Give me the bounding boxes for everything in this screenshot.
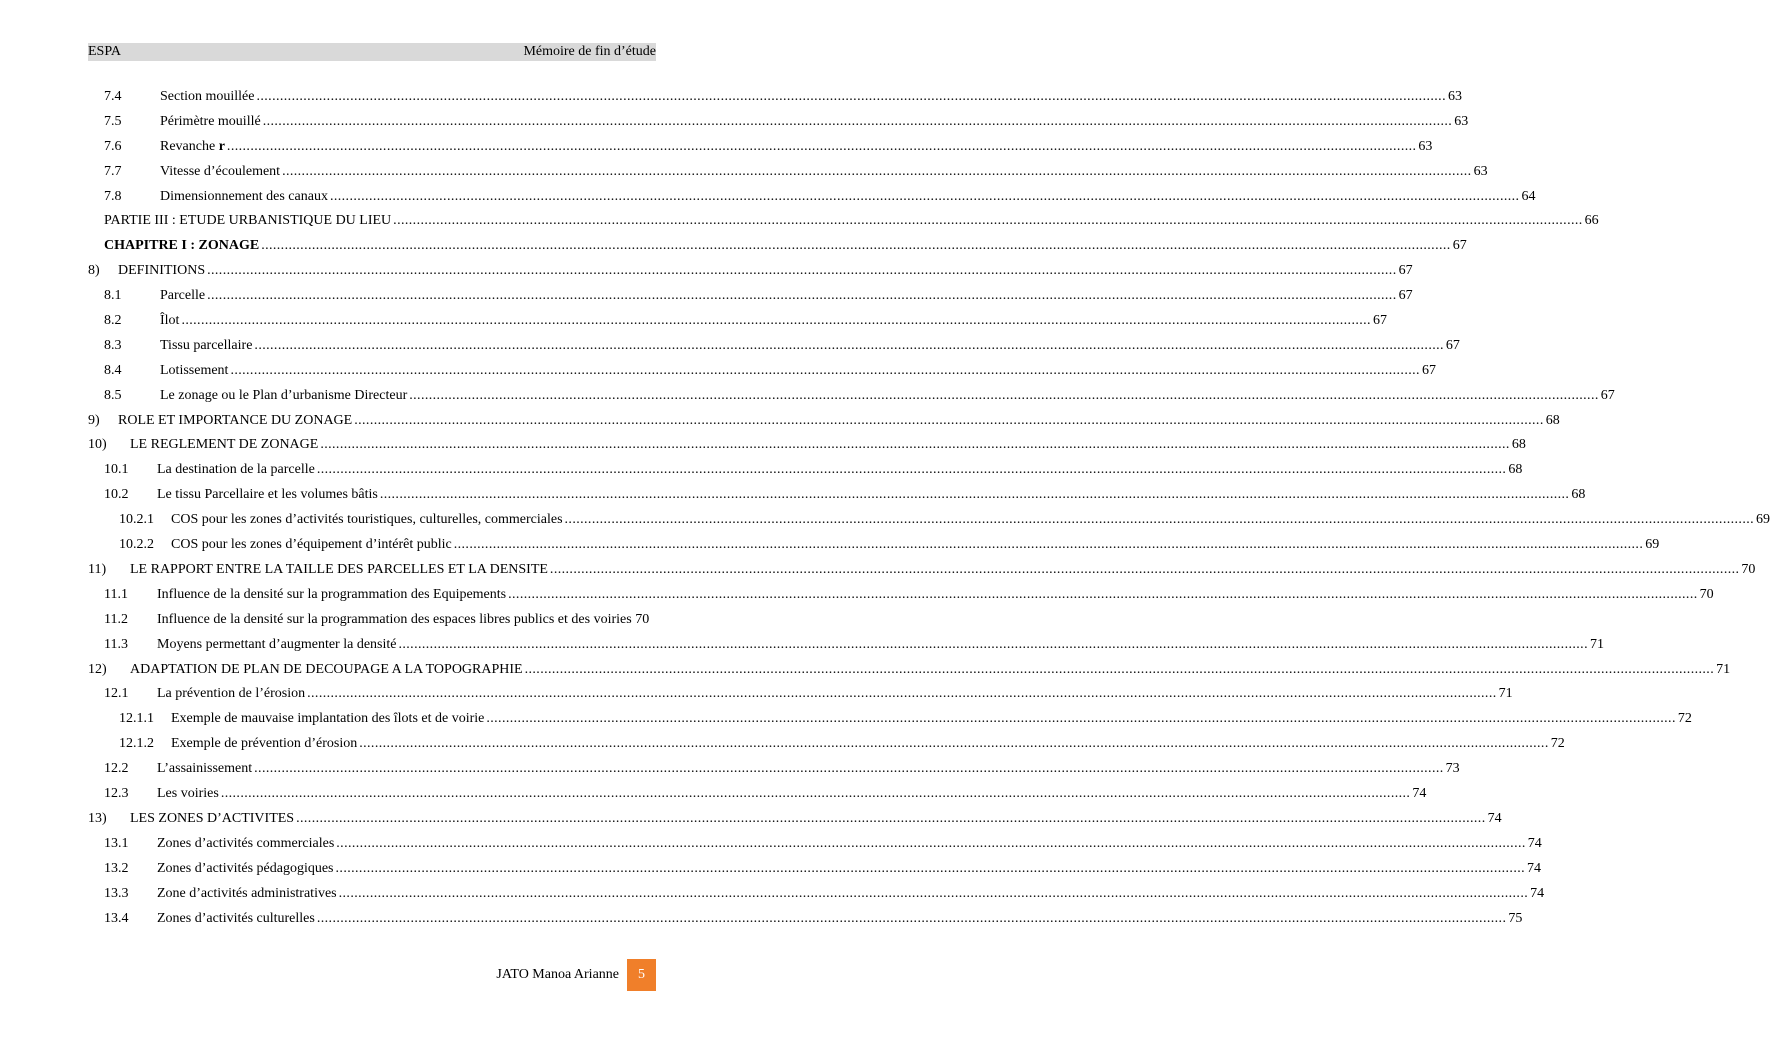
toc-number: 10.2.2 [119, 537, 154, 553]
toc-number: 7.8 [104, 188, 122, 204]
toc-leader [330, 185, 1520, 210]
toc-entry[interactable] [88, 409, 1560, 434]
toc-entry[interactable] [88, 882, 1545, 907]
toc-leader [227, 135, 1417, 160]
toc-entry-chapter[interactable] [88, 234, 1467, 259]
toc-title: Périmètre mouillé [160, 113, 261, 129]
toc-title: Le zonage ou le Plan d’urbanisme Directeur [160, 387, 408, 403]
toc-page: 68 [1545, 412, 1560, 428]
toc-title [160, 135, 225, 160]
toc-page: 64 [1521, 188, 1536, 204]
toc-number: 8) [88, 263, 100, 279]
toc-number: 11.2 [104, 611, 128, 627]
toc-leader [525, 658, 1715, 683]
toc-page: 74 [1487, 810, 1502, 826]
toc-page: 63 [1447, 89, 1462, 104]
toc-page: 68 [1571, 487, 1586, 503]
toc-page: 68 [1508, 462, 1523, 478]
toc-page: 74 [1527, 835, 1542, 851]
toc-leader [336, 857, 1526, 882]
toc-page: 72 [1550, 736, 1565, 752]
toc-title: Section mouillée [160, 89, 255, 104]
toc-page: 70 [1699, 586, 1714, 602]
toc-entry-wrapped[interactable] [88, 608, 656, 633]
toc-page: 67 [1421, 362, 1436, 378]
toc-number: 8.3 [104, 337, 122, 353]
toc-page: 72 [1677, 711, 1692, 727]
toc-number: 7.4 [104, 89, 122, 104]
toc-leader [307, 682, 1497, 707]
toc-entry[interactable] [88, 259, 1413, 284]
toc-entry[interactable] [88, 633, 1604, 658]
toc-page: 68 [1511, 437, 1526, 453]
table-of-contents [88, 85, 1770, 931]
toc-page: 75 [1508, 910, 1523, 926]
toc-entry[interactable] [88, 732, 1565, 757]
toc-leader [254, 334, 1444, 359]
toc-entry[interactable] [88, 807, 1502, 832]
toc-leader [282, 160, 1472, 185]
toc-leader [254, 757, 1444, 782]
toc-title: COS pour les zones d’activités touristiques, culturelles, commerciales [171, 512, 563, 528]
toc-number: 11) [88, 561, 107, 577]
toc-entry[interactable] [88, 658, 1731, 683]
toc-title: Tissu parcellaire [160, 337, 253, 353]
toc-number: 11.3 [104, 636, 128, 652]
toc-page: 74 [1530, 885, 1545, 901]
toc-number: 9) [88, 412, 100, 428]
toc-page: 69 [1645, 537, 1660, 553]
toc-number: 13.2 [104, 860, 129, 876]
toc-title: LES ZONES D’ACTIVITES [130, 810, 295, 826]
toc-leader [296, 807, 1486, 832]
toc-leader [207, 284, 1397, 309]
toc-title: La prévention de l’érosion [157, 686, 306, 702]
toc-entry[interactable] [88, 782, 1427, 807]
toc-entry[interactable] [88, 483, 1586, 508]
toc-title: PARTIE III : ETUDE URBANISTIQUE DU LIEU [104, 213, 392, 229]
toc-title: Influence de la densité sur la programmation des Equipements [157, 586, 507, 602]
toc-number: 12.1 [104, 686, 129, 702]
toc-title: Zones d’activités commerciales [157, 835, 335, 851]
toc-number: 10.1 [104, 462, 129, 478]
toc-entry[interactable] [88, 160, 1488, 185]
toc-leader [261, 234, 1451, 259]
toc-entry[interactable] [88, 533, 1660, 558]
toc-page: 63 [1418, 138, 1433, 154]
toc-title: Le tissu Parcellaire et les volumes bâtis [157, 487, 378, 503]
toc-entry[interactable] [88, 359, 1436, 384]
toc-number: 12.2 [104, 761, 129, 777]
page-header [88, 43, 656, 61]
toc-number: 8.4 [104, 362, 122, 378]
toc-entry[interactable] [88, 85, 1462, 110]
toc-title: La destination de la parcelle [157, 462, 315, 478]
toc-entry[interactable] [88, 832, 1542, 857]
toc-title: Zone d’activités administratives [157, 885, 337, 901]
toc-entry[interactable] [88, 185, 1536, 210]
toc-page: 71 [1498, 686, 1513, 702]
toc-title: Lotissement [160, 362, 229, 378]
toc-title: Exemple de prévention d’érosion [171, 736, 358, 752]
toc-number: 7.7 [104, 163, 122, 179]
toc-title: Exemple de mauvaise implantation des îlots et de voirie [171, 711, 485, 727]
toc-entry[interactable] [88, 135, 1433, 160]
toc-leader [339, 882, 1529, 907]
toc-title: CHAPITRE I : ZONAGE [104, 238, 260, 254]
page-footer [496, 959, 656, 991]
toc-page: 67 [1372, 313, 1387, 329]
toc-leader [230, 359, 1420, 384]
toc-title: Vitesse d’écoulement [160, 163, 281, 179]
toc-entry[interactable] [88, 309, 1387, 334]
footer-author: JATO Manoa Arianne [496, 967, 619, 982]
toc-leader [486, 707, 1676, 732]
header-document-title: Mémoire de fin d’étude [523, 44, 656, 59]
toc-page: 67 [1452, 238, 1467, 254]
toc-leader [263, 110, 1453, 135]
toc-number: 8.5 [104, 387, 122, 403]
toc-leader [336, 832, 1526, 857]
toc-number: 12.1.2 [119, 736, 154, 752]
toc-number: 11.1 [104, 586, 128, 602]
toc-title: Les voiries [157, 786, 219, 802]
toc-title: ADAPTATION DE PLAN DE DECOUPAGE A LA TOPOGRAPHIE [130, 661, 523, 677]
toc-leader [380, 483, 1570, 508]
toc-leader [221, 782, 1411, 807]
toc-entry[interactable] [88, 707, 1692, 732]
toc-entry[interactable] [88, 334, 1460, 359]
toc-page: 70 [1741, 561, 1756, 577]
toc-title: Zones d’activités culturelles [157, 910, 315, 926]
toc-number: 12.3 [104, 786, 129, 802]
toc-number: 10.2.1 [119, 512, 154, 528]
toc-title: LE RAPPORT ENTRE LA TAILLE DES PARCELLES ET LA DENSITE [130, 561, 548, 577]
toc-entry[interactable] [88, 110, 1469, 135]
toc-leader [256, 85, 1446, 110]
toc-title: LE REGLEMENT DE ZONAGE [130, 437, 319, 453]
toc-number: 7.6 [104, 138, 122, 154]
toc-leader [565, 508, 1755, 533]
toc-title: Moyens permettant d’augmenter la densité [157, 636, 397, 652]
toc-leader [393, 209, 1583, 234]
toc-number: 10) [88, 437, 107, 453]
toc-number: 10.2 [104, 487, 129, 503]
toc-page: 70 [635, 611, 650, 627]
toc-entry[interactable] [88, 458, 1523, 483]
toc-leader [398, 633, 1588, 658]
toc-entry[interactable] [88, 583, 1714, 608]
toc-title: ROLE ET IMPORTANCE DU ZONAGE [118, 412, 353, 428]
toc-entry[interactable] [88, 857, 1542, 882]
toc-page: 69 [1756, 512, 1770, 528]
toc-page: 67 [1398, 288, 1413, 304]
toc-leader [409, 384, 1599, 409]
page-number-badge: 5 [627, 959, 656, 991]
toc-number: 13.1 [104, 835, 129, 851]
toc-title: Dimensionnement des canaux [160, 188, 328, 204]
toc-number: 13.4 [104, 910, 129, 926]
toc-number: 13) [88, 810, 107, 826]
toc-title-wrapped [157, 611, 656, 629]
toc-leader [359, 732, 1549, 757]
toc-page: 67 [1600, 387, 1615, 403]
toc-leader [317, 907, 1507, 932]
toc-entry[interactable] [88, 907, 1523, 932]
toc-leader [320, 433, 1510, 458]
toc-entry[interactable] [88, 508, 1770, 533]
toc-title: Influence de la densité sur la programmation des espaces libres publics et des voiries [157, 611, 632, 627]
toc-page: 63 [1454, 113, 1469, 129]
toc-page: 71 [1589, 636, 1604, 652]
toc-title-bold: r [218, 138, 225, 154]
toc-title-text: Revanche [160, 138, 219, 154]
toc-entry-part[interactable] [88, 209, 1599, 234]
toc-leader [317, 458, 1507, 483]
toc-title: Zones d’activités pédagogiques [157, 860, 334, 876]
toc-page: 74 [1527, 860, 1542, 876]
toc-leader [207, 259, 1397, 284]
toc-number: 7.5 [104, 113, 122, 129]
toc-title: COS pour les zones d’équipement d’intérêt public [171, 537, 452, 553]
toc-leader [508, 583, 1698, 608]
toc-entry[interactable] [88, 757, 1460, 782]
toc-leader [550, 558, 1740, 583]
toc-title: Îlot [160, 313, 180, 329]
toc-page: 67 [1445, 337, 1460, 353]
toc-page: 73 [1445, 761, 1460, 777]
toc-entry[interactable] [88, 384, 1615, 409]
toc-title: DEFINITIONS [118, 263, 206, 279]
toc-entry[interactable] [88, 284, 1413, 309]
toc-page: 74 [1412, 786, 1427, 802]
toc-entry[interactable] [88, 558, 1756, 583]
toc-number: 8.2 [104, 313, 122, 329]
toc-number: 13.3 [104, 885, 129, 901]
toc-leader [181, 309, 1371, 334]
toc-entry[interactable] [88, 433, 1526, 458]
toc-page: 71 [1716, 661, 1731, 677]
toc-page: 67 [1398, 263, 1413, 279]
toc-entry[interactable] [88, 682, 1513, 707]
toc-number: 12.1.1 [119, 711, 154, 727]
toc-title: L’assainissement [157, 761, 253, 777]
toc-page: 66 [1584, 213, 1599, 229]
header-institution: ESPA [88, 44, 121, 59]
toc-leader [454, 533, 1644, 558]
toc-leader [354, 409, 1544, 434]
toc-page: 63 [1473, 163, 1488, 179]
toc-title: Parcelle [160, 288, 206, 304]
toc-number: 8.1 [104, 288, 122, 304]
toc-number: 12) [88, 661, 107, 677]
